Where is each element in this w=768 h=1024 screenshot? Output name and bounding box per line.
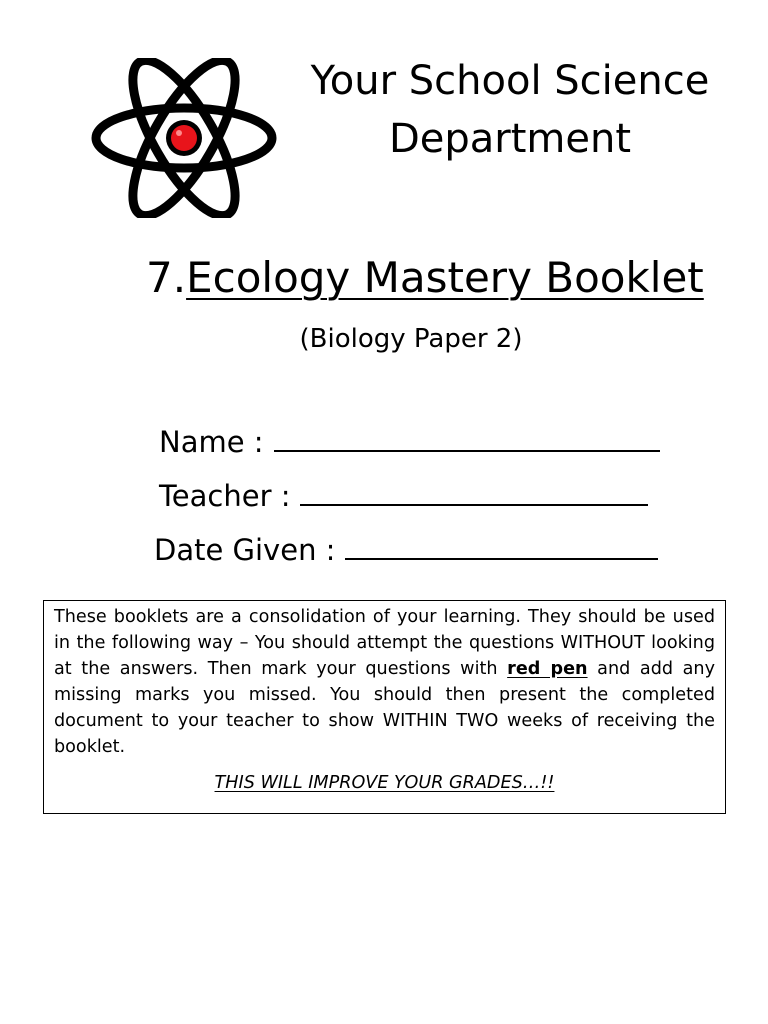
atom-nucleus-core — [171, 125, 197, 151]
date-given-field — [154, 530, 658, 570]
booklet-title-text: Ecology Mastery Booklet — [186, 253, 704, 302]
booklet-number: 7. — [146, 253, 187, 302]
booklet-subtitle: (Biology Paper 2) — [299, 324, 523, 354]
name-label: Name : — [159, 425, 264, 459]
teacher-label: Teacher : — [159, 479, 291, 513]
instructions-box — [43, 600, 726, 814]
red-pen-emphasis: red pen — [507, 659, 588, 679]
instructions-text — [54, 604, 715, 760]
atom-nucleus-highlight — [176, 130, 182, 136]
improve-grades-note: THIS WILL IMPROVE YOUR GRADES…!! — [214, 773, 555, 793]
school-name-line-2: Department — [388, 116, 632, 162]
date-given-label: Date Given : — [154, 533, 336, 567]
teacher-blank-line[interactable] — [300, 476, 648, 506]
school-name — [300, 52, 720, 168]
date-given-blank-line[interactable] — [345, 530, 658, 560]
booklet-title — [146, 250, 746, 306]
atom-icon — [88, 58, 280, 218]
instructions-text-part-1: These booklets are a consolidation of your learning. They should be used in the following way – You should attempt the questions WITHOUT looking at the answers. Then mark your questions with — [54, 607, 715, 679]
instructions-text-part-2: and add any missing marks you missed. You should then present the completed document to your teacher to show WITHIN TWO weeks of receiving the booklet. — [54, 659, 715, 757]
name-blank-line[interactable] — [274, 422, 660, 452]
name-field — [159, 422, 660, 462]
teacher-field — [159, 476, 648, 516]
school-name-line-1: Your School Science — [310, 58, 710, 104]
